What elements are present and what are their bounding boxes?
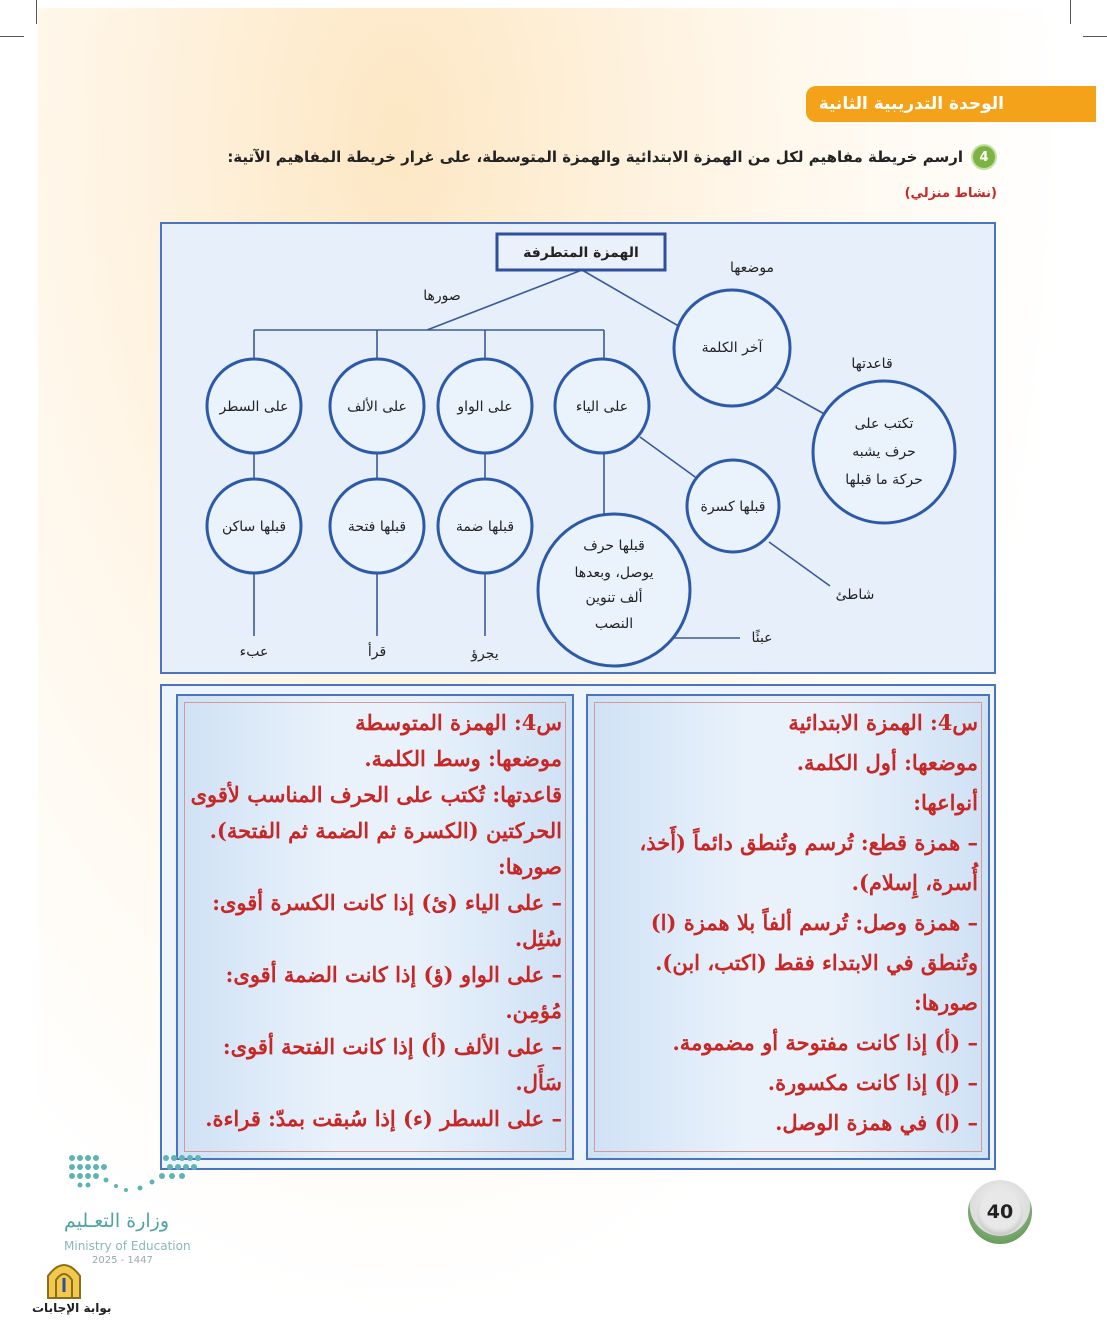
special-line-1: قبلها حرف bbox=[583, 538, 645, 554]
answer-line: صورها: bbox=[497, 854, 562, 879]
crop-mark bbox=[1083, 36, 1107, 37]
answer-line: – همزة وصل: تُرسم ألفاً بلا همزة (ا) bbox=[650, 910, 978, 935]
page-number-badge bbox=[968, 1180, 1032, 1244]
ministry-name-en: Ministry of Education bbox=[64, 1239, 191, 1253]
ministry-year: 2025 - 1447 bbox=[92, 1255, 153, 1266]
question-row bbox=[227, 144, 997, 170]
ministry-name-ar: وزارة التعـليم bbox=[64, 1210, 170, 1232]
form-label-line: على السطر bbox=[219, 399, 289, 415]
answer-line: – على الألف (أ) إذا كانت الفتحة أقوى: bbox=[222, 1034, 562, 1059]
answer-line: موضعها: أول الكلمة. bbox=[796, 750, 978, 775]
condition-label-kasra: قبلها كسرة bbox=[700, 499, 766, 515]
unit-title: الوحدة التدريبية الثانية bbox=[818, 94, 1004, 114]
page-number: 40 bbox=[977, 1189, 1023, 1235]
forms-label: صورها bbox=[423, 288, 461, 304]
answer-line: س4: الهمزة الابتدائية bbox=[788, 710, 978, 735]
rule-line-2: حرف يشبه bbox=[852, 444, 916, 460]
position-node-label: آخر الكلمة bbox=[701, 340, 763, 356]
special-line-4: النصب bbox=[594, 616, 634, 632]
crop-mark bbox=[1070, 0, 1071, 24]
concept-map bbox=[160, 222, 996, 674]
crop-mark bbox=[0, 36, 24, 37]
condition-label-damma: قبلها ضمة bbox=[455, 519, 515, 535]
answer-line: مُؤمِن. bbox=[505, 998, 562, 1023]
answer-line: صورها: bbox=[913, 990, 978, 1015]
special-line-2: يوصل، وبعدها bbox=[574, 565, 654, 581]
special-line-3: ألف تنوين bbox=[585, 590, 643, 606]
answer-line: س4: الهمزة المتوسطة bbox=[355, 710, 562, 735]
form-label-waw: على الواو bbox=[457, 399, 513, 415]
answer-box-middle-hamza bbox=[176, 694, 574, 1160]
concept-map-diagram bbox=[162, 224, 994, 672]
condition-label-fatha: قبلها فتحة bbox=[347, 519, 407, 535]
answer-line: قاعدتها: تُكتب على الحرف المناسب لأقوى bbox=[190, 782, 562, 807]
question-number-badge: 4 bbox=[971, 144, 997, 170]
unit-title-tab bbox=[806, 86, 1096, 122]
condition-label-sukun: قبلها ساكن bbox=[221, 519, 287, 535]
answer-line: – همزة قطع: تُرسم وتُنطق دائماً (أَخذ، bbox=[639, 830, 978, 855]
rule-label: قاعدتها bbox=[851, 356, 893, 372]
crop-mark bbox=[36, 0, 37, 24]
answer-line: – (إ) إذا كانت مكسورة. bbox=[767, 1070, 978, 1095]
question-text: ارسم خريطة مفاهيم لكل من الهمزة الابتدائية والهمزة المتوسطة، على غرار خريطة المفاهيم الآتية: bbox=[227, 148, 963, 166]
rule-line-1: تكتب على bbox=[854, 416, 914, 432]
answer-box-initial-hamza bbox=[586, 694, 990, 1160]
portal-logo-icon bbox=[44, 1256, 84, 1300]
answer-line: – على السطر (ء) إذا سُبقت بمدّ: قراءة. bbox=[205, 1106, 562, 1131]
answer-line: سُئِل. bbox=[514, 926, 562, 951]
circle-nodes bbox=[207, 290, 955, 666]
answer-line: – (أ) إذا كانت مفتوحة أو مضمومة. bbox=[672, 1030, 978, 1055]
answer-line: – على الواو (ؤ) إذا كانت الضمة أقوى: bbox=[225, 962, 562, 987]
special-example: عبئًا bbox=[751, 630, 773, 646]
answer-line: سَأَل. bbox=[515, 1070, 562, 1095]
answers-section bbox=[160, 684, 996, 1170]
answer-line: موضعها: وسط الكلمة. bbox=[364, 746, 562, 771]
example-waw: يجرؤ bbox=[471, 646, 499, 662]
answer-line: – على الياء (ئ) إذا كانت الكسرة أقوى: bbox=[212, 890, 562, 915]
activity-label: (نشاط منزلي) bbox=[904, 186, 997, 201]
root-label: الهمزة المتطرفة bbox=[523, 245, 639, 261]
answer-line: وتُنطق في الابتداء فقط (اكتب، ابن). bbox=[655, 950, 978, 975]
answer-line: الحركتين (الكسرة ثم الضمة ثم الفتحة). bbox=[209, 818, 562, 843]
example-alef: قرأ bbox=[367, 644, 387, 660]
portal-label: بوابة الإجابات bbox=[32, 1301, 112, 1315]
answer-line: أنواعها: bbox=[913, 790, 978, 815]
position-label: موضعها bbox=[729, 260, 775, 276]
ministry-dots-icon bbox=[66, 1152, 202, 1202]
rule-line-3: حركة ما قبلها bbox=[845, 472, 923, 488]
answer-line: أُسرة، إِسلام). bbox=[851, 870, 978, 895]
example-yaa: شاطئ bbox=[835, 587, 875, 603]
example-line: عبء bbox=[239, 644, 269, 660]
form-label-alef: على الألف bbox=[347, 399, 407, 415]
answer-line: – (ا) في همزة الوصل. bbox=[775, 1110, 978, 1135]
form-label-yaa: على الياء bbox=[575, 399, 629, 415]
